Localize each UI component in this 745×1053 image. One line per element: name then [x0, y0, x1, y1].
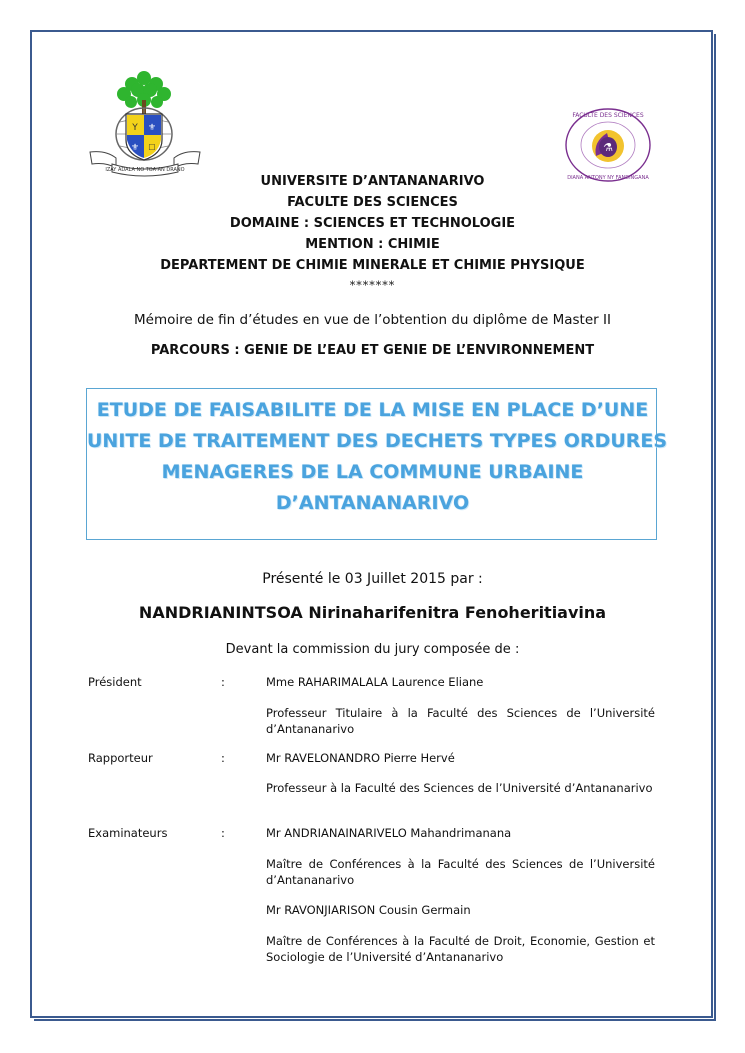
faculty-logo-bottom-text: DIANA ANTONY NY FANDINGANA [567, 175, 649, 181]
jury-member-name: Mr RAVELONANDRO Pierre Hervé [266, 751, 455, 765]
jury-colon: : [221, 675, 225, 689]
faculty-sciences-logo [563, 106, 661, 184]
jury-role-president: Président [88, 675, 142, 689]
thesis-title-line: D’ANTANANARIVO [275, 492, 470, 514]
jury-role-rapporteur: Rapporteur [88, 751, 153, 765]
jury-intro: Devant la commission du jury composée de : [225, 642, 520, 657]
memoire-line: Mémoire de fin d’études en vue de l’obtention du diplôme de Master II [134, 312, 611, 328]
jury-member-title: Professeur à la Faculté des Sciences de l’Université d’Antananarivo [266, 781, 653, 795]
university-seal-logo [86, 70, 204, 178]
presentation-date: Présenté le 03 Juillet 2015 par : [262, 571, 483, 587]
svg-text:☐: ☐ [148, 143, 156, 152]
department-line: DEPARTEMENT DE CHIMIE MINERALE ET CHIMIE PHYSIQUE [160, 258, 585, 273]
jury-member-title: Maître de Conférences à la Faculté de Droit, Economie, Gestion et Sociologie de l’Université d’Antananarivo [266, 934, 655, 964]
faculty-logo-top-text: FACULTE DES SCIENCES [572, 112, 644, 119]
seal-motto: IZAY ADALA NO TOA-AN DRANO [105, 167, 185, 173]
jury-member-name: Mme RAHARIMALALA Laurence Eliane [266, 675, 484, 689]
thesis-title-line: UNITE DE TRAITEMENT DES DECHETS TYPES ORDURES [87, 430, 668, 452]
jury-colon: : [221, 751, 225, 765]
svg-text:⚜: ⚜ [130, 143, 140, 153]
jury-member-name: Mr ANDRIANAINARIVELO Mahandrimanana [266, 826, 512, 840]
domain-line: DOMAINE : SCIENCES ET TECHNOLOGIE [229, 216, 516, 231]
thesis-title-line: MENAGERES DE LA COMMUNE URBAINE [161, 461, 584, 483]
author-name: NANDRIANINTSOA Nirinaharifenitra Fenoheritiavina [138, 603, 607, 622]
thesis-title-box [86, 388, 668, 540]
svg-text:Y: Y [132, 123, 138, 133]
jury-role-examinateurs: Examinateurs [88, 826, 168, 840]
jury-member-title: Maître de Conférences à la Faculté des Sciences de l’Université d’Antananarivo [266, 857, 655, 887]
thesis-title-line: ETUDE DE FAISABILITE DE LA MISE EN PLACE D’UNE [96, 399, 649, 421]
parcours-line: PARCOURS : GENIE DE L’EAU ET GENIE DE L’ENVIRONNEMENT [150, 343, 595, 358]
faculty-name: FACULTE DES SCIENCES [287, 195, 458, 210]
jury-colon: : [221, 826, 225, 840]
mention-line: MENTION : CHIMIE [305, 237, 440, 252]
jury-member-title: Professeur Titulaire à la Faculté des Sciences de l’Université d’Antananarivo [266, 706, 655, 736]
jury-member-name: Mr RAVONJIARISON Cousin Germain [266, 903, 471, 917]
header-separator: ******* [349, 279, 396, 292]
svg-text:⚜: ⚜ [147, 123, 157, 133]
university-name: UNIVERSITE D’ANTANANARIVO [260, 174, 485, 189]
svg-text:⚗: ⚗ [603, 141, 613, 154]
